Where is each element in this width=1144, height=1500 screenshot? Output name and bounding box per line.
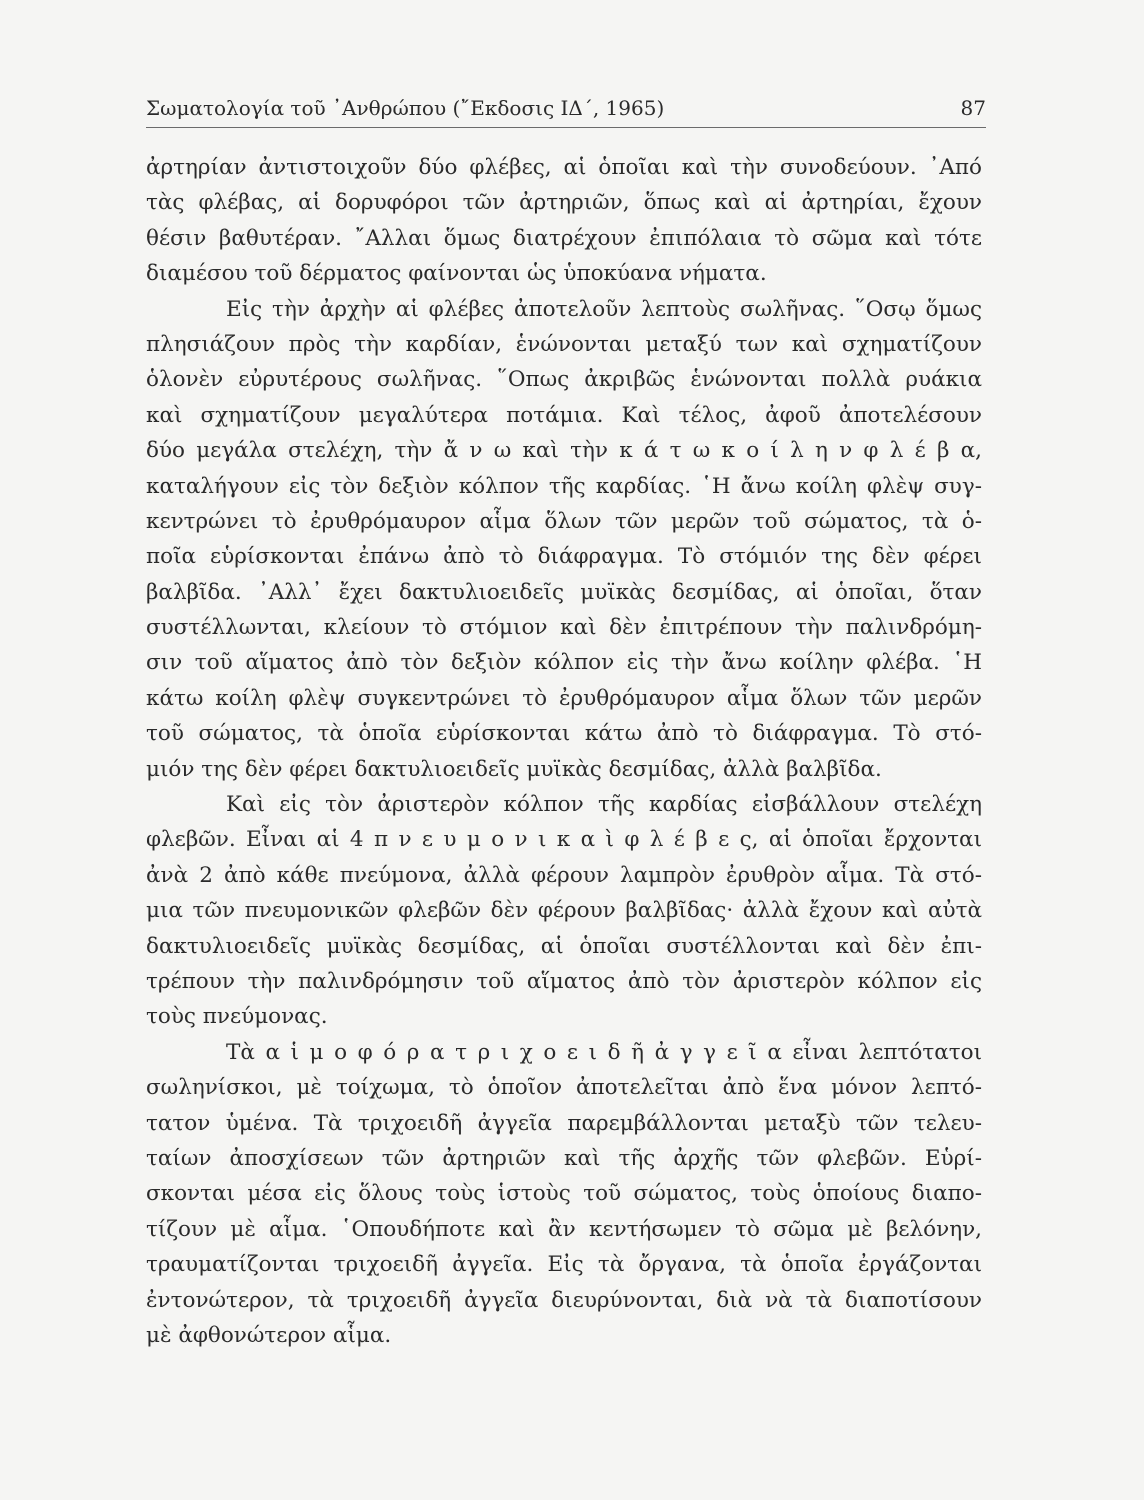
text-line: τραυματίζονται τριχοειδῆ ἀγγεῖα. Εἰς τὰ ὄργανα, τὰ ὁποῖα ἐργάζονται: [146, 1252, 982, 1278]
text-line: μια τῶν πνευμονικῶν φλεβῶν δὲν φέρουν βαλβῖδας· ἀλλὰ ἔχουν καὶ αὐτὰ: [146, 898, 982, 924]
text-line: ὁλονὲν εὐρυτέρους σωλῆνας. ῞Οπως ἀκριβῶς ἑνώνονται πολλὰ ρυάκια: [146, 367, 982, 393]
page-number: 87: [960, 96, 986, 120]
text-line: κεντρώνει τὸ ἐρυθρόμαυρον αἷμα ὅλων τῶν μερῶν τοῦ σώματος, τὰ ὁ-: [146, 508, 982, 534]
text-line: βαλβῖδα. ᾿Αλλ᾿ ἔχει δακτυλιοειδεῖς μυϊκὰς δεσμίδας, αἱ ὁποῖαι, ὅταν: [146, 579, 982, 605]
text-line: καταλήγουν εἰς τὸν δεξιὸν κόλπον τῆς καρδίας. ῾Η ἄνω κοίλη φλὲψ συγ-: [146, 473, 982, 499]
running-header: [146, 96, 986, 126]
text-line: σωληνίσκοι, μὲ τοίχωμα, τὸ ὁποῖον ἀποτελεῖται ἀπὸ ἕνα μόνον λεπτό-: [146, 1075, 982, 1101]
text-line: Τὰ α ἱ μ ο φ ό ρ α τ ρ ι χ ο ε ι δ ῆ ἀ γ γ ε ῖ α εἶναι λεπτότατοι: [226, 1039, 982, 1065]
text-line: Καὶ εἰς τὸν ἀριστερὸν κόλπον τῆς καρδίας εἰσβάλλουν στελέχη: [226, 792, 982, 818]
text-line: ἐντονώτερον, τὰ τριχοειδῆ ἀγγεῖα διευρύνονται, διὰ νὰ τὰ διαποτίσουν: [146, 1287, 982, 1313]
text-line: τατον ὑμένα. Τὰ τριχοειδῆ ἀγγεῖα παρεμβάλλονται μεταξὺ τῶν τελευ-: [146, 1110, 982, 1136]
text-line: σιν τοῦ αἵματος ἀπὸ τὸν δεξιὸν κόλπον εἰς τὴν ἄνω κοίλην φλέβα. ῾Η: [146, 650, 982, 676]
text-line: δύο μεγάλα στελέχη, τὴν ἄ ν ω καὶ τὴν κ ά τ ω κ ο ί λ η ν φ λ έ β α,: [146, 438, 982, 464]
text-line: φλεβῶν. Εἶναι αἱ 4 π ν ε υ μ ο ν ι κ α ὶ φ λ έ β ε ς, αἱ ὁποῖαι ἔρχονται: [146, 827, 982, 853]
text-line: μιόν της δὲν φέρει δακτυλιοειδεῖς μυϊκὰς δεσμίδας, ἀλλὰ βαλβῖδα.: [146, 756, 882, 782]
text-line: ἀρτηρίαν ἀντιστοιχοῦν δύο φλέβες, αἱ ὁποῖαι καὶ τὴν συνοδεύουν. ᾿Από: [146, 155, 982, 180]
text-line: μὲ ἀφθονώτερον αἷμα.: [146, 1322, 392, 1348]
text-line: πλησιάζουν πρὸς τὴν καρδίαν, ἑνώνονται μεταξύ των καὶ σχηματίζουν: [146, 331, 982, 357]
book-title: Σωματολογία τοῦ ᾿Ανθρώπου (῎Εκδοσις ΙΔ΄, 1965): [146, 96, 665, 120]
text-line: καὶ σχηματίζουν μεγαλύτερα ποτάμια. Καὶ τέλος, ἀφοῦ ἀποτελέσουν: [146, 402, 982, 428]
header-divider: [146, 127, 986, 128]
text-line: κάτω κοίλη φλὲψ συγκεντρώνει τὸ ἐρυθρόμαυρον αἷμα ὅλων τῶν μερῶν: [146, 685, 982, 711]
text-line: σκονται μέσα εἰς ὅλους τοὺς ἱστοὺς τοῦ σώματος, τοὺς ὁποίους διαπο-: [146, 1181, 982, 1207]
text-line: Εἰς τὴν ἀρχὴν αἱ φλέβες ἀποτελοῦν λεπτοὺς σωλῆνας. ῞Οσῳ ὅμως: [226, 296, 982, 322]
text-line: τοῦ σώματος, τὰ ὁποῖα εὑρίσκονται κάτω ἀπὸ τὸ διάφραγμα. Τὸ στό-: [146, 721, 982, 747]
text-line: τίζουν μὲ αἷμα. ῾Οπουδήποτε καὶ ἂν κεντήσωμεν τὸ σῶμα μὲ βελόνην,: [146, 1216, 982, 1242]
text-line: δακτυλιοειδεῖς μυϊκὰς δεσμίδας, αἱ ὁποῖαι συστέλλονται καὶ δὲν ἐπι-: [146, 933, 982, 959]
text-line: συστέλλωνται, κλείουν τὸ στόμιον καὶ δὲν ἐπιτρέπουν τὴν παλινδρόμη-: [146, 615, 982, 641]
text-line: τρέπουν τὴν παλινδρόμησιν τοῦ αἵματος ἀπὸ τὸν ἀριστερὸν κόλπον εἰς: [146, 968, 982, 994]
body-text: [146, 150, 982, 1353]
text-line: τοὺς πνεύμονας.: [146, 1004, 328, 1030]
text-line: ἀνὰ 2 ἀπὸ κάθε πνεύμονα, ἀλλὰ φέρουν λαμπρὸν ἐρυθρὸν αἷμα. Τὰ στό-: [146, 862, 982, 888]
text-line: διαμέσου τοῦ δέρματος φαίνονται ὡς ὑποκύανα νήματα.: [146, 261, 767, 287]
text-line: ταίων ἀποσχίσεων τῶν ἀρτηριῶν καὶ τῆς ἀρχῆς τῶν φλεβῶν. Εὑρί-: [146, 1145, 982, 1171]
text-line: ποῖα εὑρίσκονται ἐπάνω ἀπὸ τὸ διάφραγμα. Τὸ στόμιόν της δὲν φέρει: [146, 544, 982, 570]
text-line: θέσιν βαθυτέραν. ῎Αλλαι ὅμως διατρέχουν ἐπιπόλαια τὸ σῶμα καὶ τότε: [146, 225, 982, 251]
text-line: τὰς φλέβας, αἱ δορυφόροι τῶν ἀρτηριῶν, ὅπως καὶ αἱ ἀρτηρίαι, ἔχουν: [146, 190, 982, 216]
